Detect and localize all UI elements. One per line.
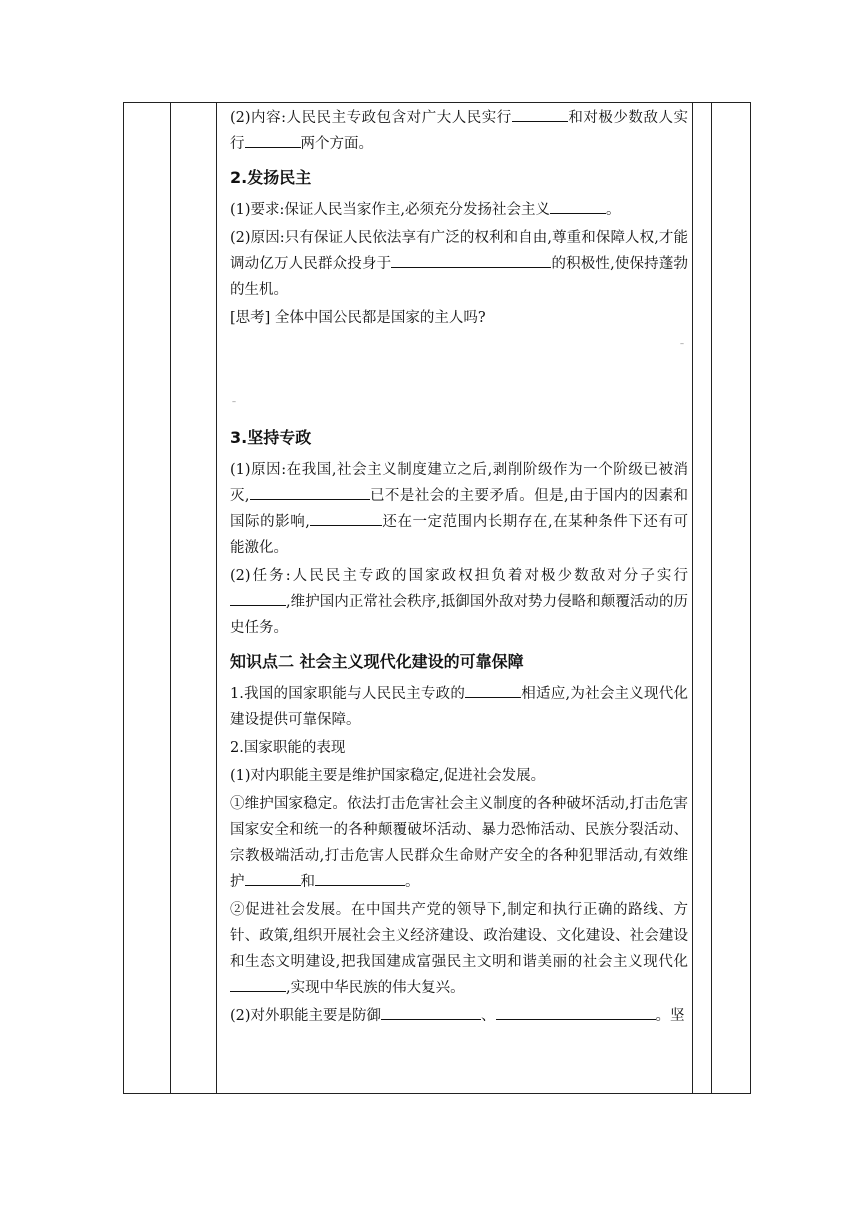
fill-blank[interactable] bbox=[391, 253, 551, 268]
fill-blank[interactable] bbox=[245, 133, 301, 148]
column-divider bbox=[216, 103, 217, 1093]
paragraph: 2.国家职能的表现 bbox=[230, 740, 346, 756]
paragraph: (1)对内职能主要是维护国家稳定,促进社会发展。 bbox=[230, 768, 546, 784]
column-divider bbox=[170, 103, 171, 1093]
section-heading: 3.坚持专政 bbox=[230, 428, 312, 447]
paragraph: (1)要求:保证人民当家作主,必须充分发扬社会主义 。 bbox=[230, 197, 688, 223]
paragraph: (2)对外职能主要是防御 、 。坚 bbox=[230, 1003, 688, 1029]
fill-blank[interactable] bbox=[310, 511, 382, 526]
paragraph: (2)内容:人民民主专政包含对广大人民实行 和对极少数敌人实行 两个方面。 bbox=[230, 105, 688, 157]
fill-blank[interactable] bbox=[315, 871, 405, 886]
paragraph: (1)原因:在我国,社会主义制度建立之后,剥削阶级作为一个阶级已被消灭, 已不是社会的主要矛盾。但是,由于国内的因素和国际的影响, 还在一定范围内长期存在,在某种条件下还有可能激化。 bbox=[230, 462, 689, 556]
column-divider bbox=[692, 103, 693, 1093]
fill-blank[interactable] bbox=[245, 871, 301, 886]
worksheet-table bbox=[123, 102, 751, 1094]
fill-blank[interactable] bbox=[381, 1005, 481, 1020]
section-heading: 知识点二 社会主义现代化建设的可靠保障 bbox=[230, 652, 524, 671]
margin-mark: – bbox=[680, 339, 684, 348]
section-heading: 2.发扬民主 bbox=[230, 168, 312, 187]
paragraph: (2)任务:人民民主专政的国家政权担负着对极少数敌对分子实行,维护国内正常社会秩序,抵御国外敌对势力侵略和颠覆活动的历史任务。 bbox=[230, 568, 688, 636]
fill-blank[interactable] bbox=[550, 199, 606, 214]
margin-mark: – bbox=[232, 397, 236, 406]
paragraph: (2)原因:只有保证人民依法享有广泛的权利和自由,尊重和保障人权,才能调动亿万人民群众投身于 的积极性,使保持蓬勃的生机。 bbox=[230, 230, 689, 298]
fill-blank[interactable] bbox=[496, 1005, 656, 1020]
fill-blank[interactable] bbox=[512, 107, 568, 122]
fill-blank[interactable] bbox=[230, 977, 286, 992]
answer-space[interactable] bbox=[230, 333, 688, 417]
paragraph: 1.我国的国家职能与人民民主专政的 相适应,为社会主义现代化建设提供可靠保障。 bbox=[230, 681, 688, 733]
think-question: [思考] 全体中国公民都是国家的主人吗? bbox=[230, 310, 486, 326]
paragraph: ①维护国家稳定。依法打击危害社会主义制度的各种破坏活动,打击危害国家安全和统一的各种颠覆破坏活动、暴力恐怖活动、民族分裂活动、宗教极端活动,打击危害人民群众生命财产安全的各种犯罪活动,有效维护 和 。 bbox=[230, 796, 688, 890]
fill-blank[interactable] bbox=[230, 591, 286, 606]
column-divider bbox=[711, 103, 712, 1093]
content-cell bbox=[226, 103, 692, 1031]
fill-blank[interactable] bbox=[465, 683, 521, 698]
paragraph: ②促进社会发展。在中国共产党的领导下,制定和执行正确的路线、方针、政策,组织开展社会主义经济建设、政治建设、文化建设、社会建设和生态文明建设,把我国建成富强民主文明和谐美丽的社会主义现代化,实现中华民族的伟大复兴。 bbox=[230, 902, 688, 996]
fill-blank[interactable] bbox=[250, 485, 370, 500]
